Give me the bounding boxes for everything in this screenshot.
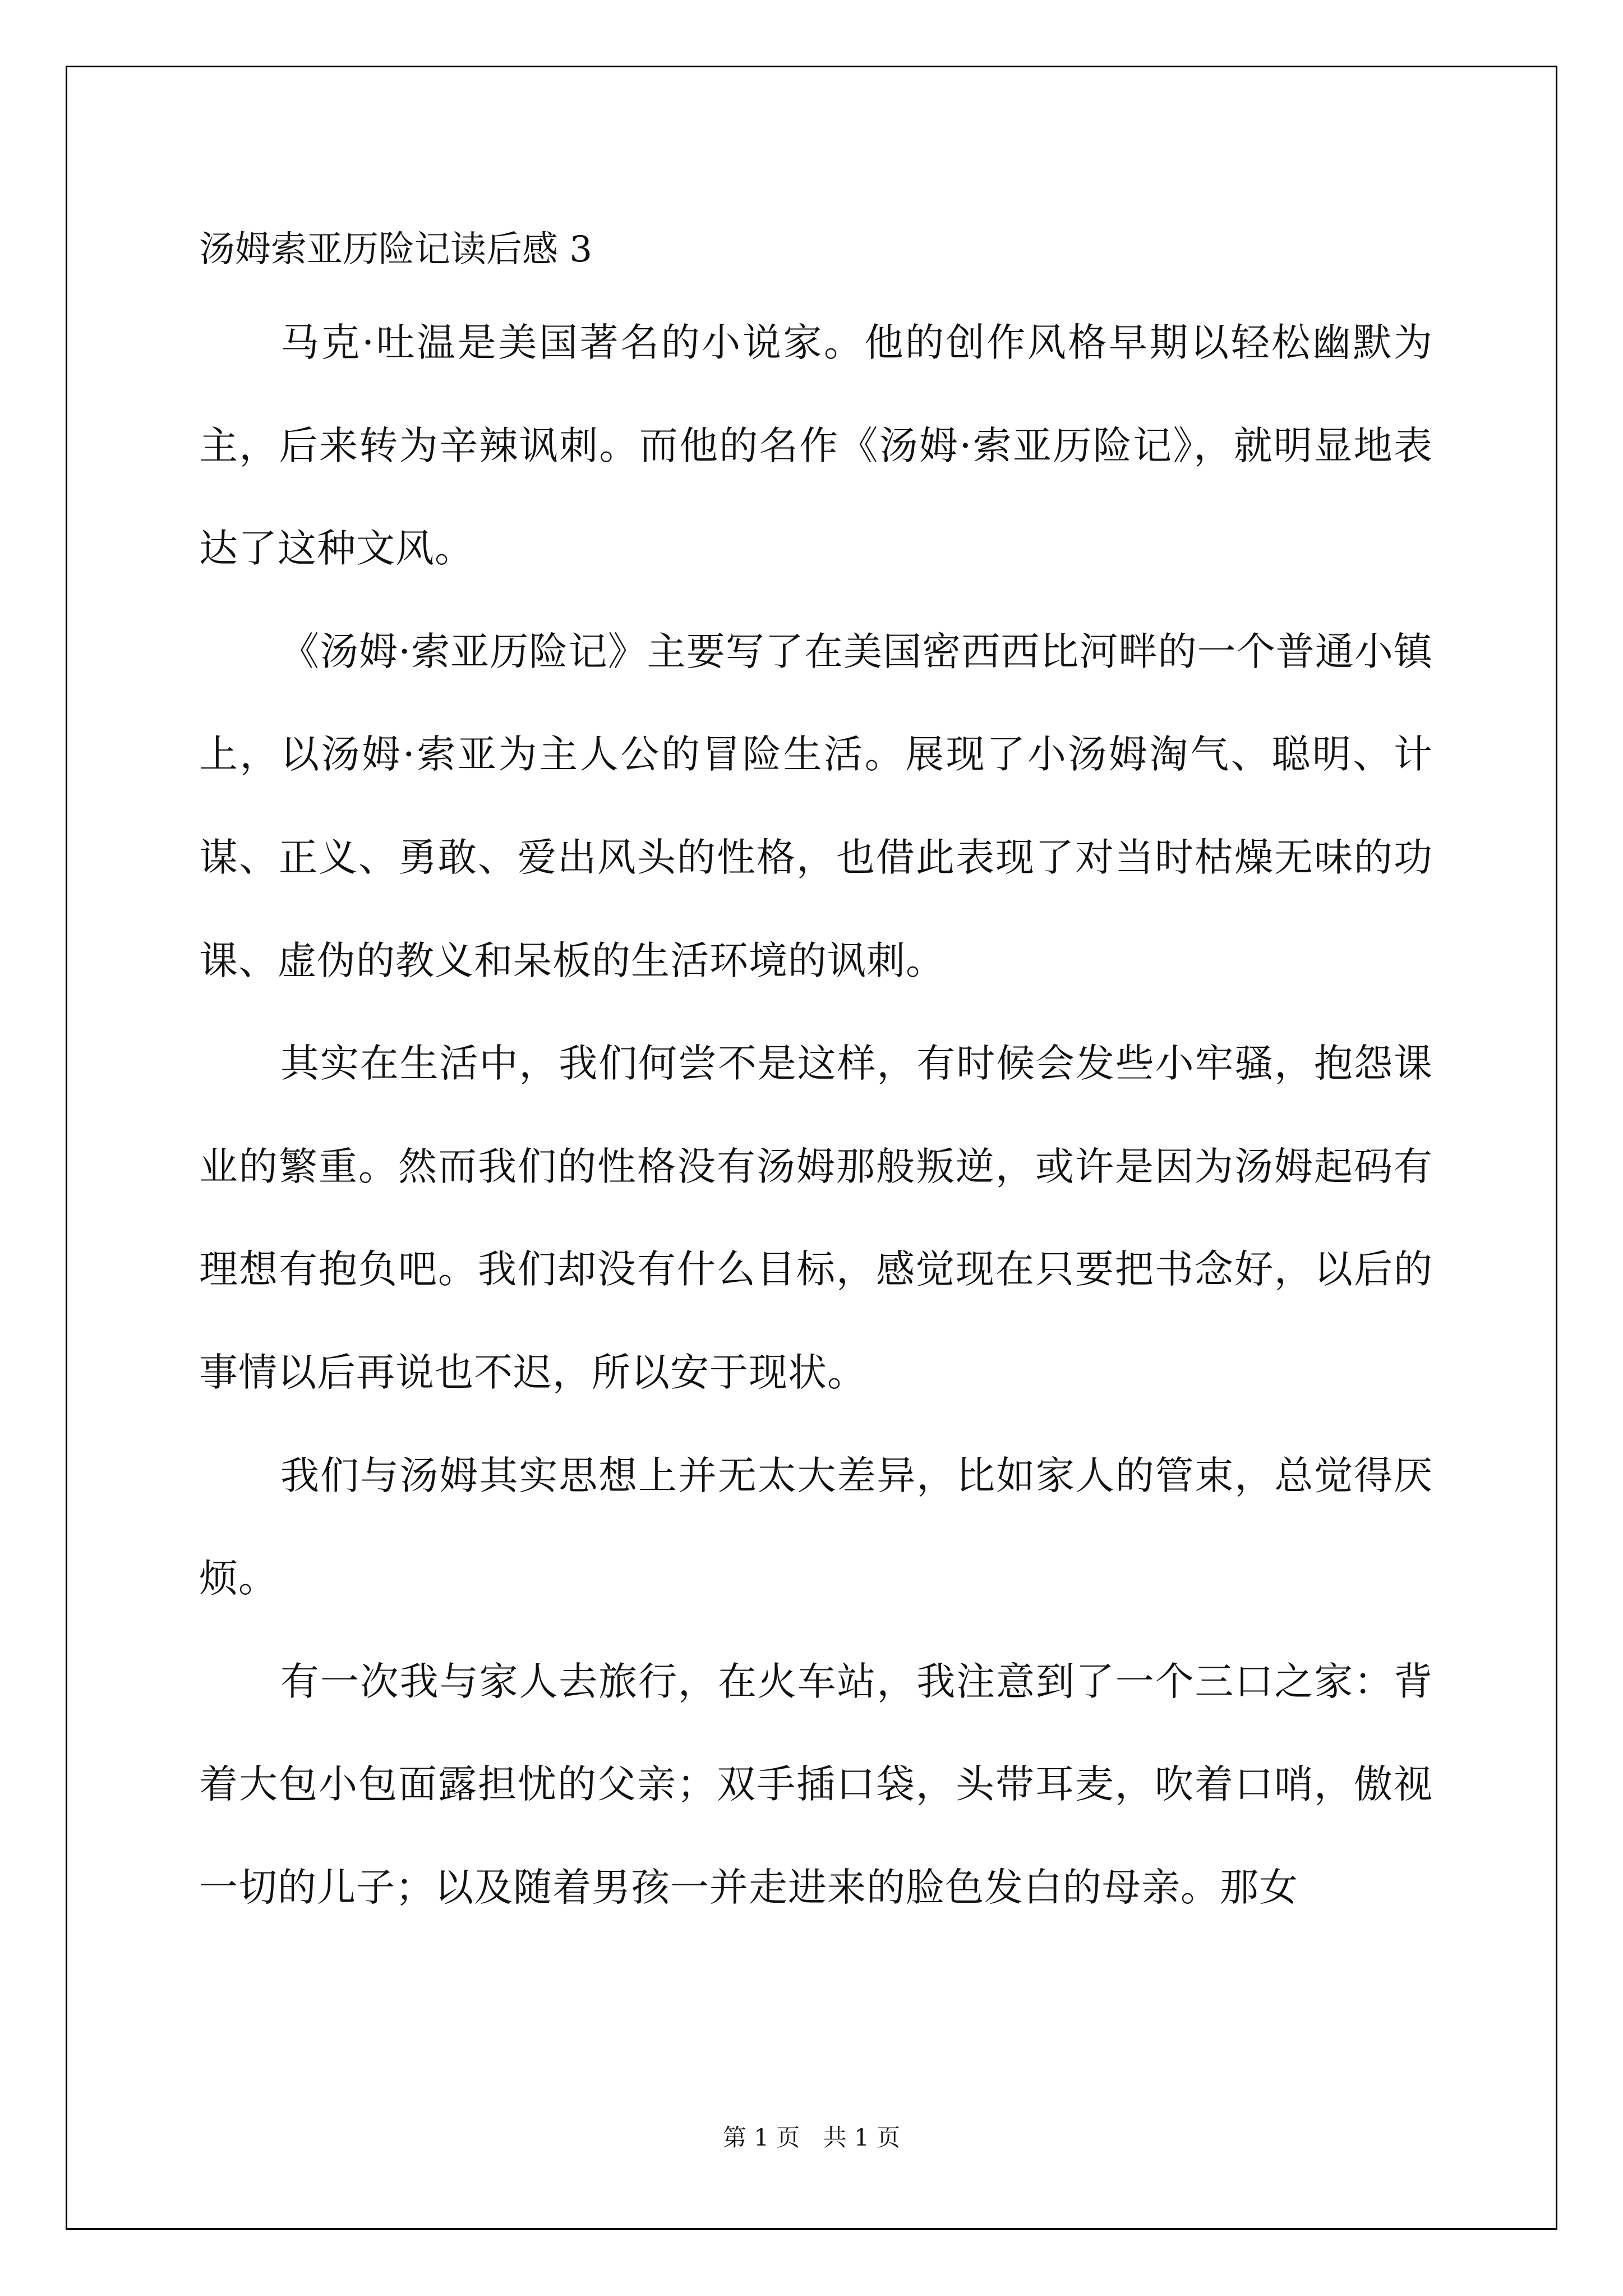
page-total: 共 1 页 <box>823 2124 901 2151</box>
page-footer <box>0 2119 1623 2153</box>
paragraph: 其实在生活中，我们何尝不是这样，有时候会发些小牢骚，抱怨课业的繁重。然而我们的性格没有汤姆那般叛逆，或许是因为汤姆起码有理想有抱负吧。我们却没有什么目标，感觉现在只要把书念好，以后的事情以后再说也不迟，所以安于现状。 <box>199 1041 1433 1395</box>
page-number: 第 1 页 <box>722 2124 800 2151</box>
paragraph: 我们与汤姆其实思想上并无太大差异，比如家人的管束，总觉得厌烦。 <box>199 1453 1433 1602</box>
document-body <box>199 208 1433 1940</box>
paragraph: 马克·吐温是美国著名的小说家。他的创作风格早期以轻松幽默为主，后来转为辛辣讽刺。而他的名作《汤姆·索亚历险记》，就明显地表达了这种文风。 <box>199 320 1433 572</box>
paragraph: 有一次我与家人去旅行，在火车站，我注意到了一个三口之家：背着大包小包面露担忧的父亲；双手插口袋，头带耳麦，吹着口哨，傲视一切的儿子；以及随着男孩一并走进来的脸色发白的母亲。那女 <box>199 1659 1433 1910</box>
paragraph: 《汤姆·索亚历险记》主要写了在美国密西西比河畔的一个普通小镇上，以汤姆·索亚为主人公的冒险生活。展现了小汤姆淘气、聪明、计谋、正义、勇敢、爱出风头的性格，也借此表现了对当时枯燥无味的功课、虚伪的教义和呆板的生活环境的讽刺。 <box>199 629 1433 983</box>
document-title: 汤姆索亚历险记读后感 3 <box>199 229 593 270</box>
